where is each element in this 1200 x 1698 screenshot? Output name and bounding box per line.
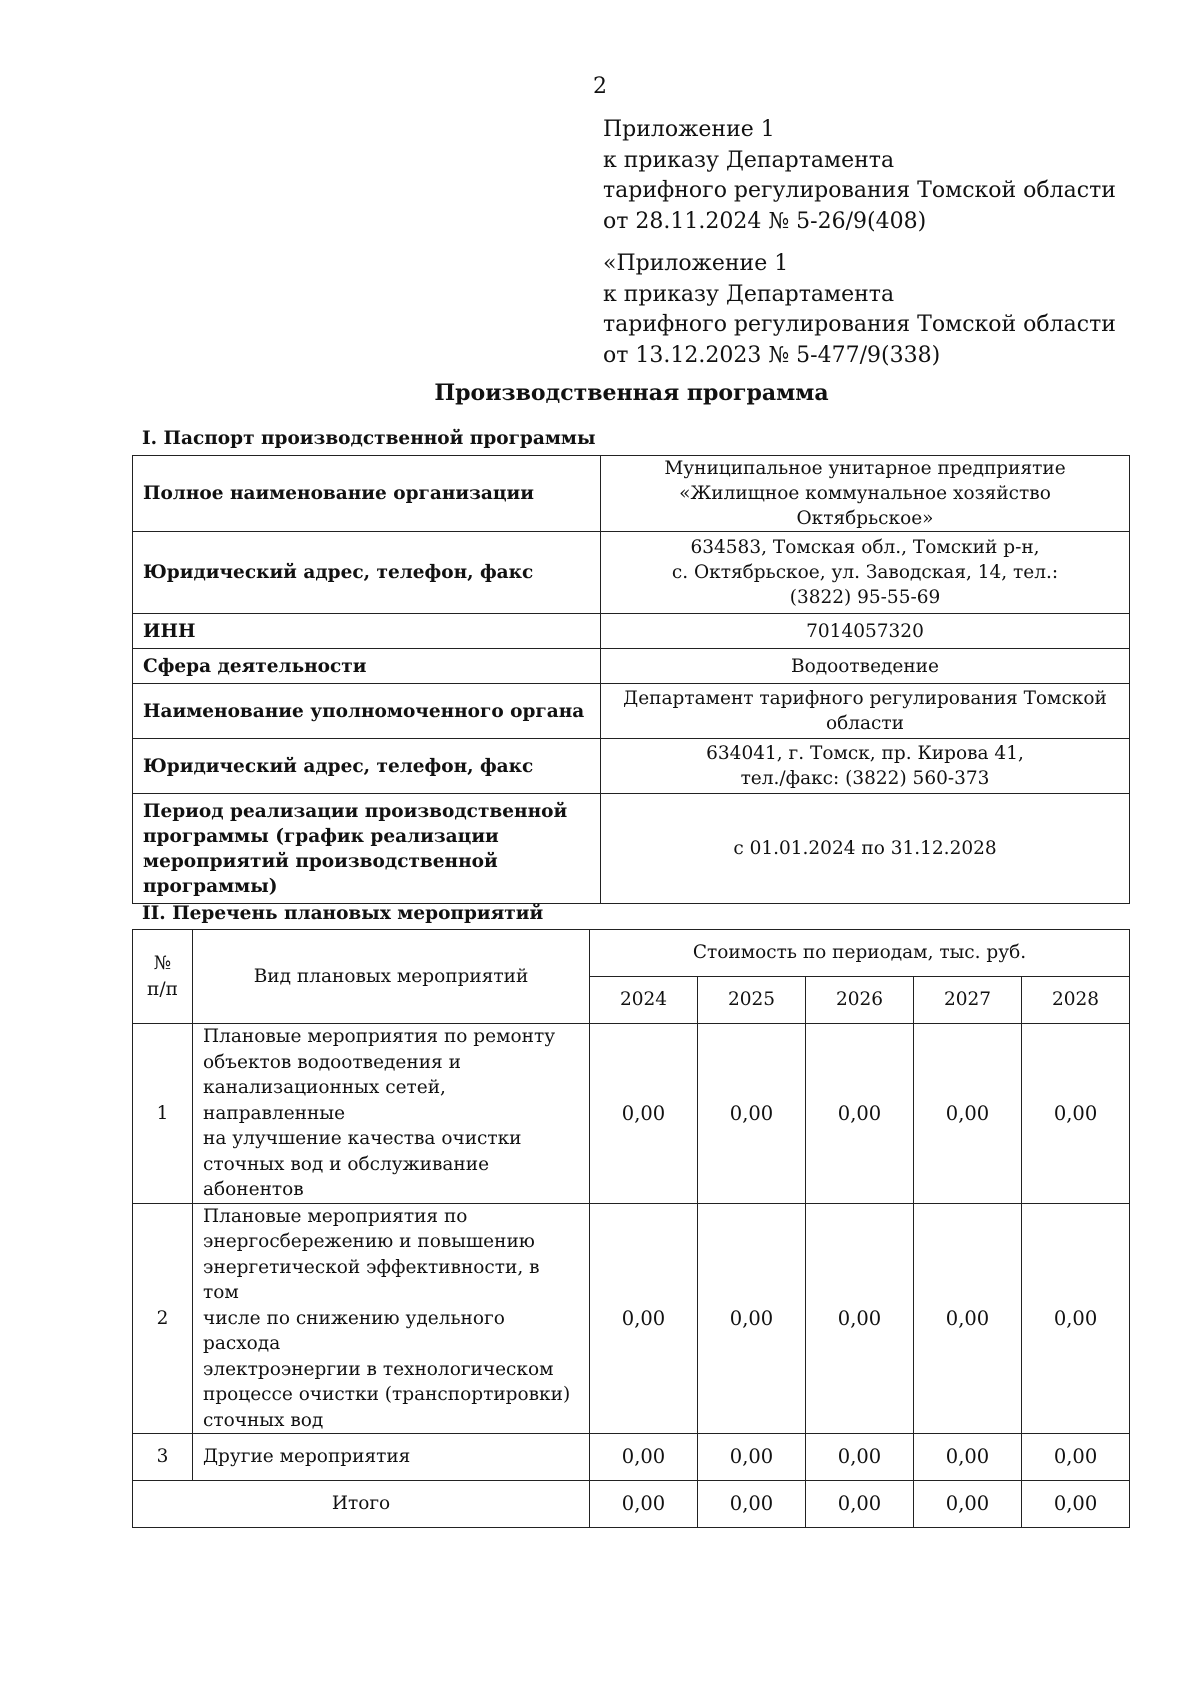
cost-cell: 0,00 (590, 1024, 698, 1204)
row-number: 1 (133, 1024, 193, 1204)
passport-label: Сфера деятельности (133, 649, 601, 684)
total-label: Итого (133, 1481, 590, 1528)
column-header-year: 2028 (1022, 977, 1130, 1024)
cost-cell: 0,00 (806, 1024, 914, 1204)
passport-value: Муниципальное унитарное предприятие «Жилищное коммунальное хозяйство Октябрьское» (601, 456, 1130, 532)
appendix-line: тарифного регулирования Томской области (603, 178, 1116, 203)
section-passport-heading: I. Паспорт производственной программы (142, 428, 596, 449)
cost-cell: 0,00 (1022, 1024, 1130, 1204)
column-header-year: 2024 (590, 977, 698, 1024)
passport-value: Водоотведение (601, 649, 1130, 684)
passport-label: Наименование уполномоченного органа (133, 684, 601, 739)
cost-cell: 0,00 (1022, 1203, 1130, 1434)
column-header-activity: Вид плановых мероприятий (193, 930, 590, 1024)
appendix-line: от 28.11.2024 № 5-26/9(408) (603, 208, 927, 234)
total-cost-cell: 0,00 (914, 1481, 1022, 1528)
table-row (133, 1203, 1130, 1434)
cost-cell: 0,00 (698, 1024, 806, 1204)
activities-table (132, 929, 1130, 1528)
cost-cell: 0,00 (914, 1024, 1022, 1204)
appendix-line: тарифного регулирования Томской области (603, 312, 1116, 337)
passport-table (132, 455, 1130, 904)
cost-cell: 0,00 (590, 1203, 698, 1434)
table-row (133, 794, 1130, 904)
appendix-line: к приказу Департамента (603, 281, 895, 307)
table-total-row (133, 1481, 1130, 1528)
column-header-year: 2027 (914, 977, 1022, 1024)
cost-cell: 0,00 (914, 1434, 1022, 1481)
column-header-num: № п/п (133, 930, 193, 1024)
table-row (133, 456, 1130, 532)
table-row (133, 532, 1130, 614)
table-row (133, 684, 1130, 739)
passport-label: Юридический адрес, телефон, факс (133, 739, 601, 794)
table-row (133, 1434, 1130, 1481)
total-cost-cell: 0,00 (806, 1481, 914, 1528)
passport-label: Полное наименование организации (133, 456, 601, 532)
total-cost-cell: 0,00 (590, 1481, 698, 1528)
activity-name: Плановые мероприятия по ремонту объектов водоотведения и канализационных сетей, направленные на улучшение качества очистки сточных вод и обслуживание абонентов (193, 1024, 590, 1204)
cost-cell: 0,00 (698, 1434, 806, 1481)
column-header-year: 2026 (806, 977, 914, 1024)
appendix-line: Приложение 1 (603, 117, 775, 142)
activity-name: Другие мероприятия (193, 1434, 590, 1481)
passport-label: Юридический адрес, телефон, факс (133, 532, 601, 614)
cost-cell: 0,00 (590, 1434, 698, 1481)
row-number: 3 (133, 1434, 193, 1481)
cost-cell: 0,00 (1022, 1434, 1130, 1481)
column-header-cost: Стоимость по периодам, тыс. руб. (590, 930, 1130, 977)
document-title: Производственная программа (434, 380, 829, 406)
cost-cell: 0,00 (698, 1203, 806, 1434)
appendix-current (603, 115, 1116, 237)
passport-value: Департамент тарифного регулирования Томской области (601, 684, 1130, 739)
cost-cell: 0,00 (806, 1203, 914, 1434)
section-activities-heading: II. Перечень плановых мероприятий (142, 903, 544, 924)
cost-cell: 0,00 (914, 1203, 1022, 1434)
total-cost-cell: 0,00 (1022, 1481, 1130, 1528)
appendix-line: от 13.12.2023 № 5-477/9(338) (603, 342, 941, 368)
table-row (133, 614, 1130, 649)
row-number: 2 (133, 1203, 193, 1434)
column-header-year: 2025 (698, 977, 806, 1024)
cost-cell: 0,00 (806, 1434, 914, 1481)
passport-value: 634041, г. Томск, пр. Кирова 41, тел./факс: (3822) 560-373 (601, 739, 1130, 794)
appendix-line: к приказу Департамента (603, 147, 895, 173)
appendix-line: «Приложение 1 (603, 251, 789, 276)
passport-value: 634583, Томская обл., Томский р-н, с. Октябрьское, ул. Заводская, 14, тел.: (3822) 95-55-69 (601, 532, 1130, 614)
table-header-row (133, 930, 1130, 977)
activity-name: Плановые мероприятия по энергосбережению и повышению энергетической эффективности, в том числе по снижению удельного расхода электроэнергии в технологическом процессе очистки (транспортировки) сточных вод (193, 1203, 590, 1434)
passport-label: ИНН (133, 614, 601, 649)
table-row (133, 1024, 1130, 1204)
page-number: 2 (593, 74, 607, 99)
passport-value: с 01.01.2024 по 31.12.2028 (601, 794, 1130, 904)
total-cost-cell: 0,00 (698, 1481, 806, 1528)
table-row (133, 739, 1130, 794)
passport-label: Период реализации производственной программы (график реализации мероприятий производственной программы) (133, 794, 601, 904)
table-row (133, 649, 1130, 684)
appendix-previous (603, 249, 1116, 371)
passport-value: 7014057320 (601, 614, 1130, 649)
